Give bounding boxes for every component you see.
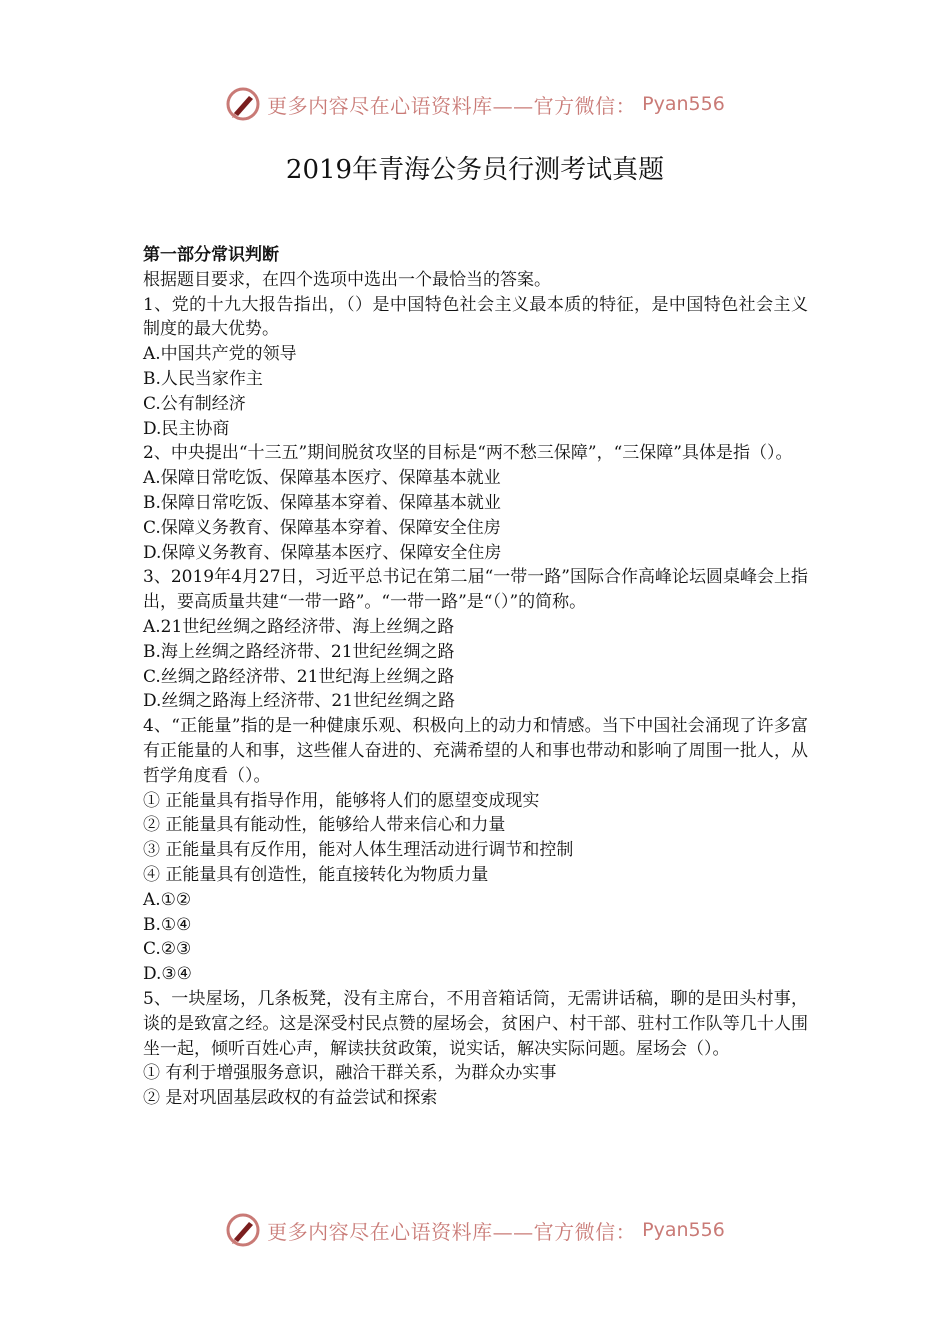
answer-option: B.人民当家作主: [143, 368, 263, 389]
answer-option: D.③④: [143, 964, 192, 985]
answer-option: A.21世纪丝绸之路经济带、海上丝绸之路: [143, 616, 455, 637]
answer-option: D.保障义务教育、保障基本医疗、保障安全住房: [143, 542, 502, 563]
wechat-id: Pyan556: [642, 93, 725, 115]
answer-option: C.丝绸之路经济带、21世纪海上丝绸之路: [143, 666, 455, 687]
answer-option: C.保障义务教育、保障基本穿着、保障安全住房: [143, 517, 501, 538]
question-3: [143, 565, 808, 714]
pen-logo-icon: [225, 86, 261, 122]
question-stem: 1、党的十九大报告指出，（）是中国特色社会主义最本质的特征，是中国特色社会主义制度的最大优势。: [143, 294, 808, 340]
answer-option: B.海上丝绸之路经济带、21世纪丝绸之路: [143, 641, 455, 662]
question-statement: ② 是对巩固基层政权的有益尝试和探索: [143, 1088, 438, 1109]
watermark-footer: [0, 1210, 950, 1250]
question-1: [143, 293, 808, 442]
question-statement: ① 正能量具有指导作用，能够将人们的愿望变成现实: [143, 790, 540, 811]
answer-option: A.保障日常吃饭、保障基本医疗、保障基本就业: [143, 468, 501, 489]
watermark-header: [0, 84, 950, 124]
answer-option: D.民主协商: [143, 418, 230, 439]
question-statement: ② 正能量具有能动性，能够给人带来信心和力量: [143, 815, 506, 836]
page-title: 2019年青海公务员行测考试真题: [285, 155, 665, 185]
section-instruction: 根据题目要求，在四个选项中选出一个最恰当的答案。: [143, 269, 551, 290]
section-heading: 第一部分常识判断: [143, 245, 279, 265]
question-5: [143, 987, 808, 1111]
question-stem: 2、中央提出“十三五”期间脱贫攻坚的目标是“两不愁三保障”，“三保障”具体是指（）。: [143, 443, 793, 464]
watermark-text: 更多内容尽在心语资料库——官方微信：: [267, 93, 637, 118]
question-statement: ④ 正能量具有创造性，能直接转化为物质力量: [143, 864, 489, 885]
document-body: [143, 243, 808, 1111]
pen-logo-icon: [225, 1212, 261, 1248]
watermark-text: 更多内容尽在心语资料库——官方微信：: [267, 1219, 637, 1244]
question-stem: 5、一块屋场，几条板凳，没有主席台，不用音箱话筒，无需讲话稿，聊的是田头村事，谈的是致富之经。这是深受村民点赞的屋场会，贫困户、村干部、驻村工作队等几十人围坐一起，倾听百姓心声，解读扶贫政策，说实话，解决实际问题。屋场会（）。: [143, 988, 808, 1059]
answer-option: A.①②: [143, 889, 192, 910]
question-2: [143, 441, 808, 565]
answer-option: B.①④: [143, 914, 192, 935]
answer-option: D.丝绸之路海上经济带、21世纪丝绸之路: [143, 691, 456, 712]
answer-option: C.②③: [143, 939, 192, 960]
answer-option: C.公有制经济: [143, 393, 246, 414]
question-statement: ① 有利于增强服务意识，融洽干群关系，为群众办实事: [143, 1063, 557, 1084]
question-stem: 4、“正能量”指的是一种健康乐观、积极向上的动力和情感。当下中国社会涌现了许多富有正能量的人和事，这些催人奋进的、充满希望的人和事也带动和影响了周围一批人，从哲学角度看（）。: [143, 716, 808, 786]
question-4: [143, 714, 808, 987]
wechat-id: Pyan556: [642, 1219, 725, 1241]
question-statement: ③ 正能量具有反作用，能对人体生理活动进行调节和控制: [143, 840, 574, 861]
question-stem: 3、2019年4月27日，习近平总书记在第二届“一带一路”国际合作高峰论坛圆桌峰会上指出，要高质量共建“一带一路”。“一带一路”是“（）”的简称。: [143, 567, 808, 613]
answer-option: B.保障日常吃饭、保障基本穿着、保障基本就业: [143, 492, 501, 513]
answer-option: A.中国共产党的领导: [143, 344, 297, 365]
